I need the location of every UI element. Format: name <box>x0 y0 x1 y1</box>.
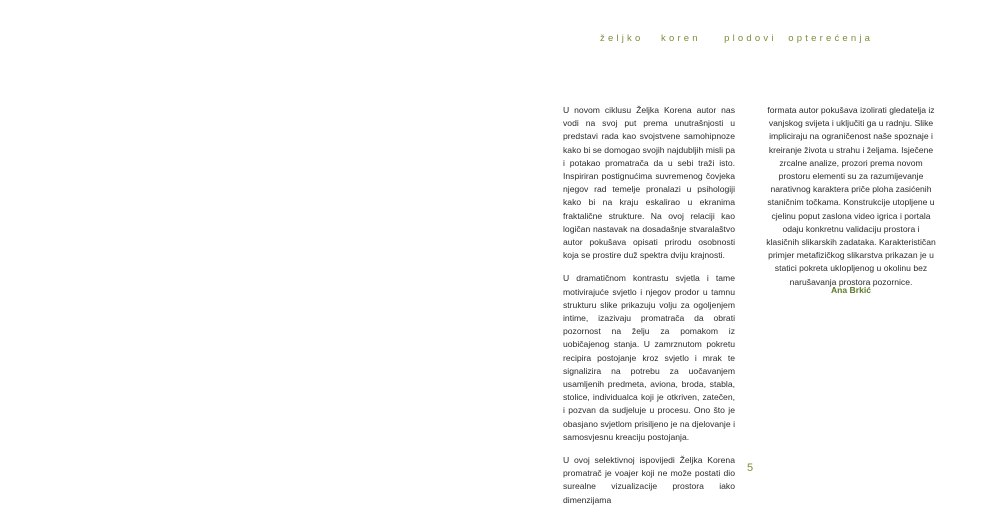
paragraph: U ovoj selektivnoj ispovijedi Željka Korena promatrač je voajer koji ne može postati dio surealne vizualizacije prostora iako dimenzijama <box>563 455 735 505</box>
author-signature: Ana Brkić <box>830 285 872 295</box>
paragraph: formata autor pokušava izolirati gledatelja iz vanjskog svijeta i uključiti ga u radnju. Slike impliciraju na ograničenost naše spoznaje i kreiranje života u strahu i željama. Isječene zrcalne analize, prozori prema novom prostoru elementi su za razumijevanje narativnog karaktera priče ploha zasićenih staničnim točkama. Konstrukcije utopljene u cjelinu poput zaslona video igrica i portala odaju konkretnu validaciju prostora i klasičnih slikarskih zadataka. Karakterističan primjer metafizičkog slikarstva prikazan je u statici pokreta ukIopljenog u okolinu bez narušavanja prostora pozornice. <box>766 105 936 287</box>
text-column-right <box>765 104 937 299</box>
paragraph: U dramatičnom kontrastu svjetla i tame motivirajuće svjetlo i njegov prodor u tamnu strukturu slike prikazuju volju za ogoljenjem intime, izazivaju promatrača da obrati pozornost na želju za pomakom iz uobičajenog stanja. U zamrznutom pokretu recipira postojanje kroz svjetlo i mrak te signalizira na potrebu za uočavanjem usamljenih predmeta, aviona, broda, stabla, stolice, individualca koji je otkriven, zatečen, i pozvan da sudjeluje u procesu. Ono što je obasjano svjetlom prisiljeno je na djelovanje i samosvjesnu kreaciju postojanja. <box>563 273 735 442</box>
page-number: 5 <box>746 462 754 474</box>
text-column-left <box>563 104 735 517</box>
paragraph: U novom ciklusu Željka Korena autor nas vodi na svoj put prema unutrašnjosti u predstavi rada kao svojstvene samohipnoze kako bi se domogao svojih najdubljih misli pa i potakao promatrača da u sebi traži isto. Inspiriran postignućima suvremenog čovjeka njegov rad temelje pronalazi u psihologiji kako bi na kraju eskalirao u ekranima fraktalične strukture. Na ovoj relaciji kao logičan nastavak na dosadašnje stvaralaštvo autor pokušava opisati prirodu osobnosti koja se prostire duž spektra dviju krajnosti. <box>563 105 735 261</box>
running-header: željko koren plodovi opterećenja <box>600 33 874 44</box>
